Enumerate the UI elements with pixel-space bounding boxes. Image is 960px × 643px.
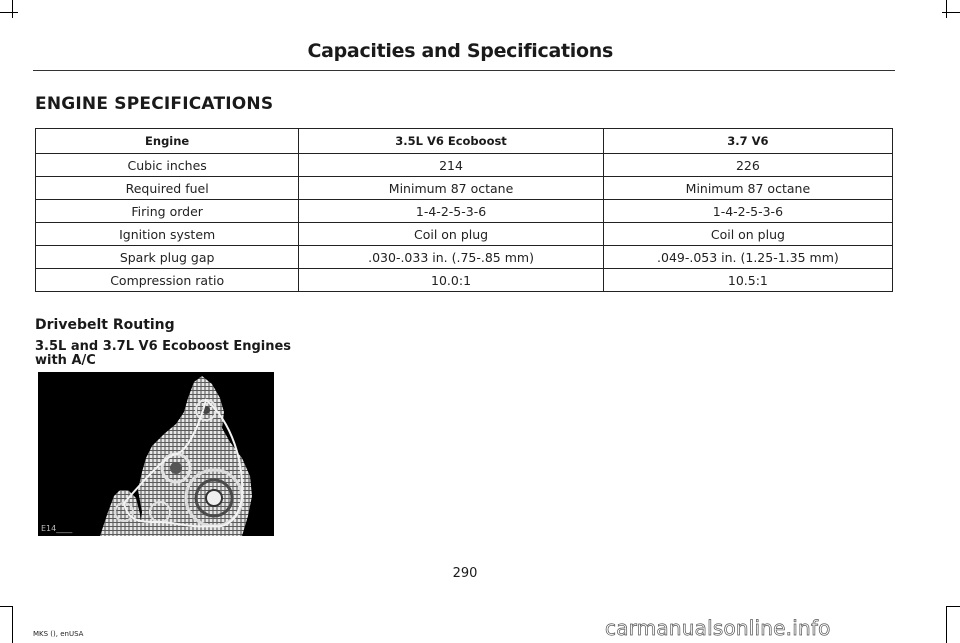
- table-cell: Compression ratio: [36, 269, 299, 292]
- table-cell: Required fuel: [36, 177, 299, 200]
- table-cell: 10.5:1: [603, 269, 892, 292]
- column-header: Engine: [36, 129, 299, 154]
- table-row: [36, 223, 893, 246]
- table-cell: 1-4-2-5-3-6: [603, 200, 892, 223]
- figure-caption: 3.5L and 3.7L V6 Ecoboost Engines with A/C: [35, 339, 292, 368]
- table-cell: 226: [603, 154, 892, 177]
- crop-mark: [0, 606, 12, 607]
- crop-mark: [12, 606, 13, 643]
- table-cell: 1-4-2-5-3-6: [299, 200, 604, 223]
- table-cell: Spark plug gap: [36, 246, 299, 269]
- drivebelt-routing-title: Drivebelt Routing: [35, 317, 175, 333]
- figure-code: E14____: [41, 524, 73, 533]
- table-cell: Minimum 87 octane: [603, 177, 892, 200]
- crop-mark: [0, 12, 18, 13]
- footer-text: MKS (), enUSA: [33, 630, 84, 638]
- table-cell: Minimum 87 octane: [299, 177, 604, 200]
- crop-mark: [946, 606, 947, 643]
- column-header: 3.5L V6 Ecoboost: [299, 129, 604, 154]
- table-cell: 214: [299, 154, 604, 177]
- table-cell: Cubic inches: [36, 154, 299, 177]
- table-cell: .030-.033 in. (.75-.85 mm): [299, 246, 604, 269]
- table-row: [36, 246, 893, 269]
- column-header: 3.7 V6: [603, 129, 892, 154]
- table-row: [36, 269, 893, 292]
- crop-mark: [12, 0, 13, 18]
- page-number: 290: [452, 566, 478, 581]
- table-cell: Coil on plug: [299, 223, 604, 246]
- table-cell: Ignition system: [36, 223, 299, 246]
- table-row: [36, 177, 893, 200]
- engine-specifications-table: [35, 128, 893, 292]
- table-cell: Coil on plug: [603, 223, 892, 246]
- crop-mark: [942, 12, 960, 13]
- crop-mark: [946, 0, 947, 18]
- table-cell: 10.0:1: [299, 269, 604, 292]
- table-row: [36, 154, 893, 177]
- header-divider: [33, 70, 895, 71]
- page-header-title: Capacities and Specifications: [307, 40, 613, 62]
- section-title: ENGINE SPECIFICATIONS: [35, 94, 274, 114]
- table-row: [36, 200, 893, 223]
- drivebelt-diagram: [38, 372, 274, 536]
- crop-mark: [947, 606, 960, 607]
- table-header-row: [36, 129, 893, 154]
- watermark: carmanualsonline.info: [605, 616, 831, 640]
- table-cell: .049-.053 in. (1.25-1.35 mm): [603, 246, 892, 269]
- drivebelt-routing-figure: [38, 372, 274, 536]
- table-cell: Firing order: [36, 200, 299, 223]
